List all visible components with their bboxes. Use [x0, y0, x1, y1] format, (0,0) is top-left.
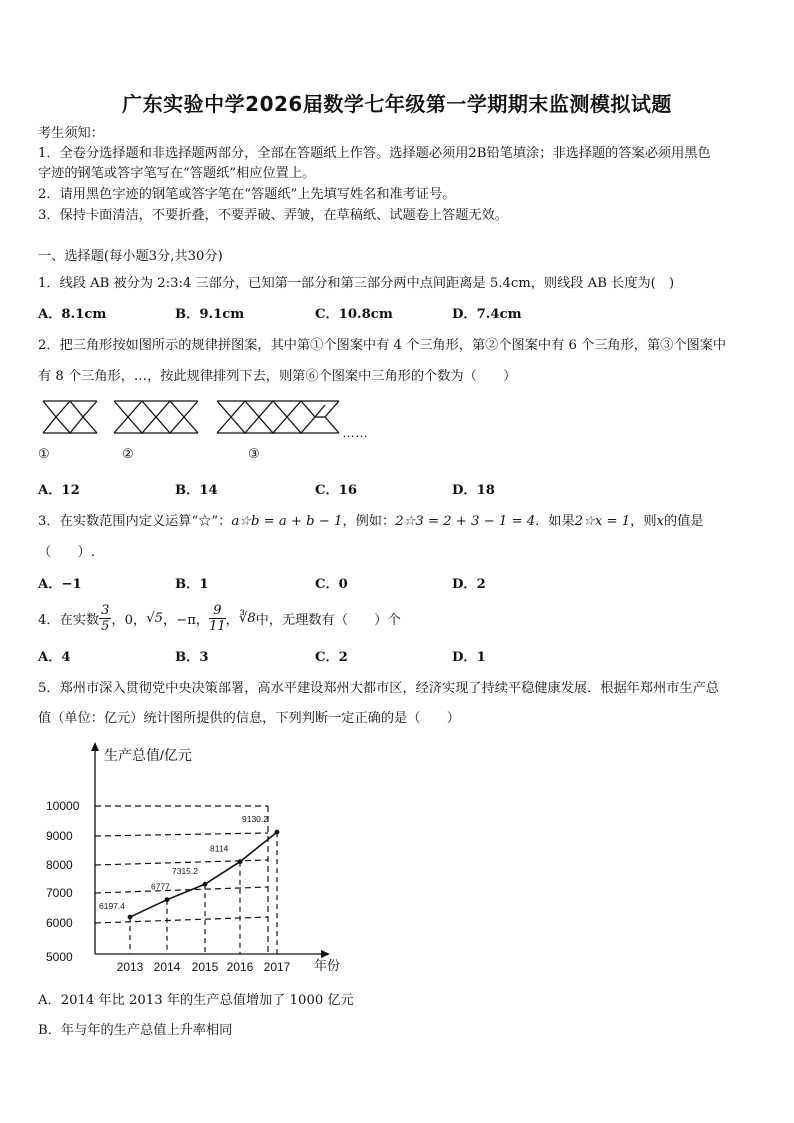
- q3-var: x: [656, 514, 664, 529]
- question-4: [38, 598, 401, 638]
- triangle-pattern-figure: [38, 395, 378, 440]
- data-label: 6777: [151, 881, 170, 892]
- data-point: [128, 915, 133, 920]
- q3-option-d: D．2: [452, 577, 486, 592]
- x-axis-arrow: [321, 950, 330, 958]
- notice-line-1: 1．全卷分选择题和非选择题两部分，全部在答题纸上作答。选择题必须用2B铅笔填涂；非选择题的答案必须用黑色: [38, 146, 711, 161]
- section-heading: 一、选择题(每小题3分,共30分): [38, 249, 223, 264]
- triangle-pattern-3: [217, 401, 339, 433]
- question-2-line-2: 有 8 个三角形，…，按此规律排列下去，则第⑥个图案中三角形的个数为（ ）: [38, 369, 517, 384]
- x-axis-label: 年份: [314, 958, 341, 973]
- q4-option-c: C．2: [315, 650, 348, 665]
- question-2-line-1: 2．把三角形按如图所示的规律拼图案，其中第①个图案中有 4 个三角形，第②个图案中有 6 个三角形，第③个图案中: [38, 338, 727, 353]
- q3-example: 2☆3 = 2 + 3 − 1 = 4: [395, 514, 536, 529]
- q3-option-a: A．−1: [38, 577, 82, 592]
- question-3-line-2: （ ）.: [38, 545, 95, 560]
- triangle-pattern-1: [43, 401, 97, 433]
- y-axis-label: 生产总值/亿元: [104, 747, 192, 763]
- gridline: [95, 917, 268, 923]
- q3-condition-prefix: ．如果: [535, 514, 575, 529]
- x-tick-label: 2013: [116, 960, 144, 974]
- x-tick-label: 2016: [226, 960, 254, 974]
- question-5-line-1: 5．郑州市深入贯彻党中央决策部署，高水平建设郑州大都市区，经济实现了持续平稳健康发展．根据年郑州市生产总: [38, 681, 719, 696]
- y-tick-label: 6000: [46, 916, 73, 930]
- q2-option-c: C．16: [315, 483, 358, 498]
- x-tick-label: 2017: [263, 960, 291, 974]
- q5-option-a: A．2014 年比 2013 年的生产总值增加了 1000 亿元: [38, 993, 354, 1008]
- q3-suffix: ，则: [630, 514, 657, 529]
- q2-option-a: A．12: [38, 483, 80, 498]
- q4-zero: ，0，: [111, 612, 147, 628]
- q3-option-c: C．0: [315, 577, 348, 592]
- pattern-label-3: ③: [248, 447, 260, 462]
- pattern-label-2: ②: [122, 447, 134, 462]
- q3-option-b: B．1: [175, 577, 209, 592]
- data-label: 7315.2: [172, 866, 198, 877]
- data-point: [165, 897, 170, 902]
- q1-option-b: B．9.1cm: [175, 307, 245, 322]
- notice-line-2: 字迹的钢笔或答字笔写在“答题纸”相应位置上。: [38, 166, 316, 181]
- q4-option-d: D．1: [452, 650, 486, 665]
- q4-cbrt8: ∛8: [238, 610, 256, 626]
- q4-fraction-9-11: $\frac{9}{11}$: [209, 602, 226, 634]
- q3-condition: 2☆x = 1: [574, 514, 631, 529]
- data-label: 9130.2: [242, 814, 268, 825]
- series-line: [130, 832, 277, 917]
- q1-option-d: D．7.4cm: [452, 307, 522, 322]
- q3-rule: a☆b = a + b − 1: [231, 514, 343, 529]
- y-tick-label: 10000: [46, 799, 80, 813]
- y-tick-label: 7000: [46, 886, 73, 900]
- notice-heading: 考生须知：: [38, 126, 104, 141]
- x-tick-label: 2015: [191, 960, 219, 974]
- q4-suffix: 中，无理数有（ ）个: [255, 612, 401, 628]
- question-5-line-2: 值（单位：亿元）统计图所提供的信息，下列判断一定正确的是（ ）: [38, 711, 460, 726]
- notice-line-4: 3．保持卡面清洁，不要折叠，不要弄破、弄皱，在草稿纸、试题卷上答题无效。: [38, 208, 508, 223]
- q1-option-c: C．10.8cm: [315, 307, 393, 322]
- q3-prefix: 3．在实数范围内定义运算“☆”：: [38, 514, 232, 529]
- gridline: [95, 833, 268, 836]
- question-3-line-1: [38, 510, 704, 529]
- notice-line-3: 2．请用黑色字迹的钢笔或答字笔在“答题纸”上先填写姓名和准考证号。: [38, 187, 456, 202]
- q4-sqrt5: √5: [146, 610, 163, 626]
- y-tick-label: 8000: [46, 858, 73, 872]
- data-label: 8114: [210, 843, 229, 854]
- y-axis-arrow: [91, 742, 99, 751]
- q4-option-a: A．4: [38, 650, 71, 665]
- data-label: 6197.4: [99, 901, 125, 912]
- q3-tail: 的值是: [663, 514, 704, 529]
- question-1: 1．线段 AB 被分为 2:3:4 三部分，已知第一部分和第三部分两中点间距离是 5.4cm，则线段 AB 长度为( ): [38, 276, 675, 291]
- data-point: [238, 859, 243, 864]
- triangle-pattern-2: [114, 401, 198, 433]
- q4-option-b: B．3: [175, 650, 209, 665]
- q2-option-d: D．18: [452, 483, 495, 498]
- data-point: [275, 830, 280, 835]
- q1-option-a: A．8.1cm: [38, 307, 107, 322]
- x-tick-label: 2014: [153, 960, 181, 974]
- q4-negpi: ，−π，: [162, 612, 210, 628]
- q4-comma: ，: [225, 612, 239, 628]
- pattern-ellipsis: ……: [342, 425, 368, 440]
- data-point: [203, 882, 208, 887]
- q4-fraction-3-5: $\frac{3}{5}$: [101, 602, 110, 634]
- gdp-line-chart: [40, 738, 360, 978]
- page-title: 广东实验中学2026届数学七年级第一学期期末监测模拟试题: [122, 92, 672, 116]
- q5-option-b: B．年与年的生产总值上升率相同: [38, 1023, 233, 1038]
- q3-example-prefix: ，例如：: [342, 514, 396, 529]
- q4-prefix: 4．在实数: [38, 612, 100, 628]
- q2-option-b: B．14: [175, 483, 218, 498]
- gridline: [95, 887, 268, 893]
- y-tick-label: 9000: [46, 829, 73, 843]
- pattern-label-1: ①: [38, 447, 50, 462]
- y-tick-label: 5000: [46, 950, 73, 964]
